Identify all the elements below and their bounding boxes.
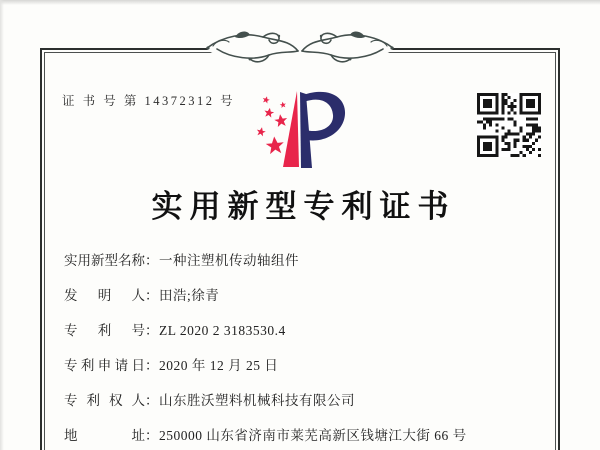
field-row-application-date [64,358,554,374]
certificate-title: 实用新型专利证书 [151,189,456,224]
field-value: ZL 2020 2 3183530.4 [159,323,286,338]
field-value: 田浩;徐青 [159,288,220,303]
field-value: 山东胜沃塑料机械科技有限公司 [159,393,355,408]
dragon-flourish-ornament-icon [205,28,395,68]
field-label: 实 用 新 型 名 称 [64,253,145,268]
field-colon: ： [145,323,159,338]
field-row-inventors [64,288,554,304]
field-label: 专 利 申 请 日 [64,358,145,373]
field-label: 地 址 [64,428,145,443]
field-colon: ： [145,428,159,443]
field-row-utility-model-name [64,253,554,269]
certificate-number: 证 书 号 第 14372312 号 [62,94,236,108]
certificate-fields [64,253,554,444]
field-colon: ： [145,253,159,268]
cnipa-patent-logo-icon [237,88,349,170]
field-colon: ： [145,393,159,408]
scan-edge-shadow-top [0,0,600,5]
field-row-patentee [64,393,554,409]
field-label: 专 利 号 [64,323,145,338]
field-colon: ： [145,288,159,303]
field-value: 2020 年 12 月 25 日 [159,358,279,373]
field-value: 一种注塑机传动轴组件 [159,253,299,268]
field-colon: ： [145,358,159,373]
qr-code [477,93,541,157]
field-label: 发 明 人 [64,288,145,303]
field-row-address [64,428,554,444]
field-value: 250000 山东省济南市莱芜高新区钱塘江大街 66 号 [159,428,467,443]
field-row-patent-number [64,323,554,339]
field-label: 专 利 权 人 [64,393,145,408]
